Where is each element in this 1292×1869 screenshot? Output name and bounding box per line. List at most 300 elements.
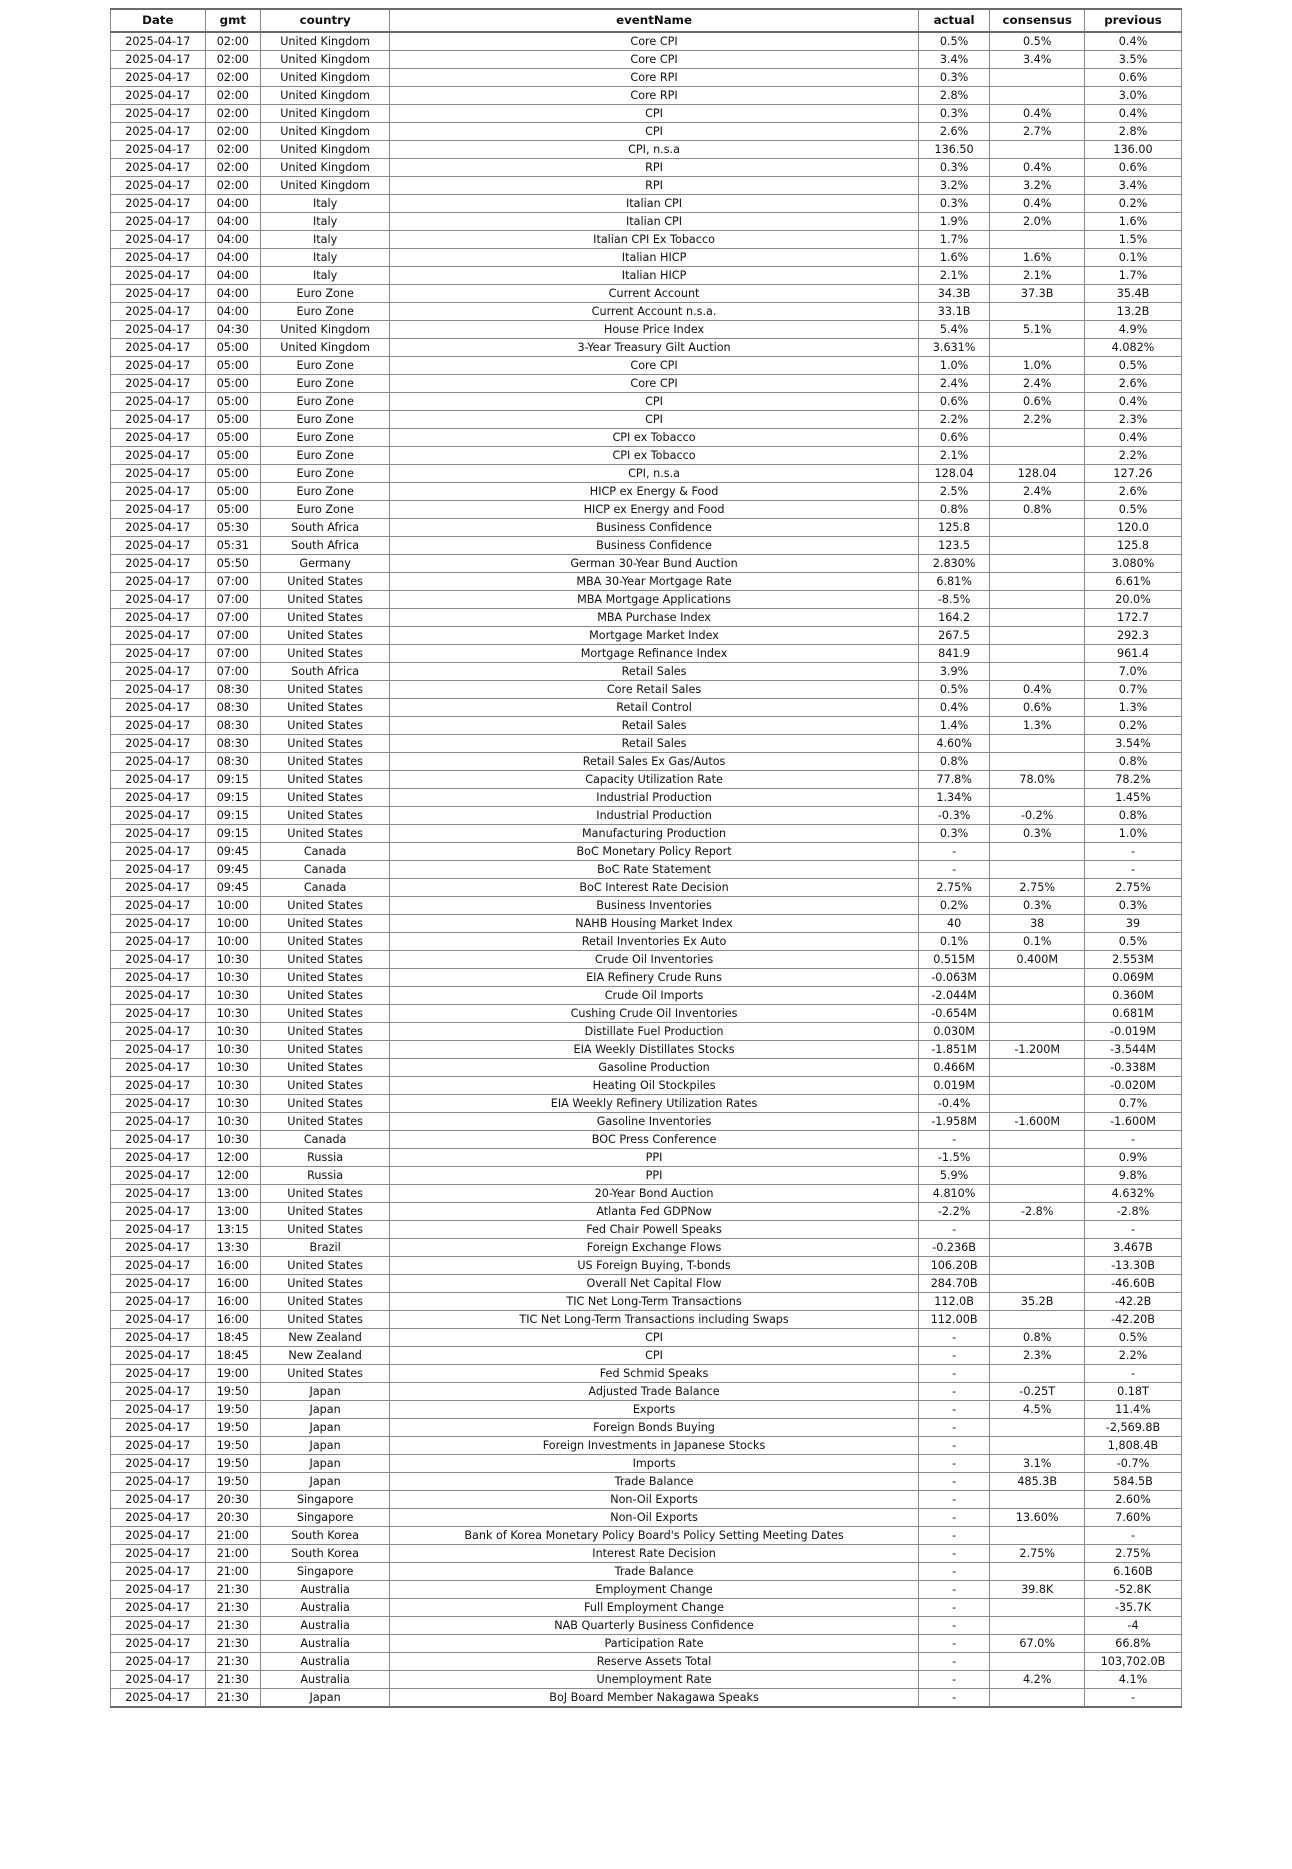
table-row[interactable] <box>111 1617 1182 1635</box>
table-row[interactable] <box>111 645 1182 663</box>
cell-event-name: Retail Control <box>390 699 919 717</box>
cell-gmt: 08:30 <box>205 681 260 699</box>
cell-event-name: NAHB Housing Market Index <box>390 915 919 933</box>
cell-gmt: 19:50 <box>205 1419 260 1437</box>
cell-gmt: 21:30 <box>205 1689 260 1708</box>
cell-consensus <box>990 1311 1085 1329</box>
cell-consensus: 1.3% <box>990 717 1085 735</box>
table-row[interactable] <box>111 609 1182 627</box>
cell-actual: 1.0% <box>918 357 990 375</box>
cell-actual: -0.236B <box>918 1239 990 1257</box>
cell-consensus <box>990 231 1085 249</box>
cell-gmt: 08:30 <box>205 717 260 735</box>
table-row[interactable] <box>111 1653 1182 1671</box>
cell-date: 2025-04-17 <box>111 771 206 789</box>
table-row[interactable] <box>111 1131 1182 1149</box>
cell-consensus <box>990 1257 1085 1275</box>
table-row[interactable] <box>111 411 1182 429</box>
cell-actual: 0.6% <box>918 429 990 447</box>
table-row[interactable] <box>111 357 1182 375</box>
cell-gmt: 05:00 <box>205 483 260 501</box>
cell-country: South Korea <box>261 1545 390 1563</box>
cell-actual: -2.044M <box>918 987 990 1005</box>
table-row[interactable] <box>111 1203 1182 1221</box>
table-row[interactable] <box>111 1401 1182 1419</box>
cell-previous: 961.4 <box>1085 645 1182 663</box>
cell-country: Canada <box>261 843 390 861</box>
cell-actual: 5.4% <box>918 321 990 339</box>
cell-actual: -0.654M <box>918 1005 990 1023</box>
table-row[interactable] <box>111 933 1182 951</box>
cell-gmt: 08:30 <box>205 699 260 717</box>
table-row[interactable] <box>111 1275 1182 1293</box>
cell-country: United Kingdom <box>261 321 390 339</box>
cell-country: Euro Zone <box>261 465 390 483</box>
table-row[interactable] <box>111 1455 1182 1473</box>
cell-gmt: 10:00 <box>205 915 260 933</box>
cell-actual: 33.1B <box>918 303 990 321</box>
cell-date: 2025-04-17 <box>111 357 206 375</box>
table-row[interactable] <box>111 1113 1182 1131</box>
cell-actual: - <box>918 1491 990 1509</box>
cell-previous: 1.7% <box>1085 267 1182 285</box>
cell-gmt: 10:30 <box>205 987 260 1005</box>
cell-gmt: 02:00 <box>205 177 260 195</box>
table-row[interactable] <box>111 195 1182 213</box>
cell-previous: -0.7% <box>1085 1455 1182 1473</box>
cell-gmt: 13:30 <box>205 1239 260 1257</box>
table-row[interactable] <box>111 519 1182 537</box>
cell-event-name: Foreign Bonds Buying <box>390 1419 919 1437</box>
table-row[interactable] <box>111 1383 1182 1401</box>
table-row[interactable] <box>111 105 1182 123</box>
table-row[interactable] <box>111 69 1182 87</box>
cell-consensus: 0.3% <box>990 897 1085 915</box>
cell-previous: -13.30B <box>1085 1257 1182 1275</box>
cell-previous: 0.18T <box>1085 1383 1182 1401</box>
cell-event-name: Italian HICP <box>390 267 919 285</box>
cell-date: 2025-04-17 <box>111 1455 206 1473</box>
cell-gmt: 16:00 <box>205 1257 260 1275</box>
cell-country: Euro Zone <box>261 285 390 303</box>
cell-actual: - <box>918 1473 990 1491</box>
cell-country: United States <box>261 1221 390 1239</box>
table-row[interactable] <box>111 1563 1182 1581</box>
cell-date: 2025-04-17 <box>111 321 206 339</box>
cell-actual: 0.3% <box>918 105 990 123</box>
cell-country: Euro Zone <box>261 501 390 519</box>
cell-country: Australia <box>261 1599 390 1617</box>
table-row[interactable] <box>111 123 1182 141</box>
table-row[interactable] <box>111 555 1182 573</box>
cell-event-name: Foreign Exchange Flows <box>390 1239 919 1257</box>
cell-actual: - <box>918 1347 990 1365</box>
table-row[interactable] <box>111 807 1182 825</box>
table-row[interactable] <box>111 699 1182 717</box>
table-row[interactable] <box>111 753 1182 771</box>
cell-gmt: 02:00 <box>205 105 260 123</box>
cell-previous: 3.54% <box>1085 735 1182 753</box>
cell-event-name: Retail Inventories Ex Auto <box>390 933 919 951</box>
cell-date: 2025-04-17 <box>111 375 206 393</box>
cell-previous: 35.4B <box>1085 285 1182 303</box>
table-row[interactable] <box>111 375 1182 393</box>
cell-actual: - <box>918 1671 990 1689</box>
cell-actual: 1.6% <box>918 249 990 267</box>
cell-actual: - <box>918 1635 990 1653</box>
cell-gmt: 09:45 <box>205 843 260 861</box>
cell-actual: 841.9 <box>918 645 990 663</box>
table-row[interactable] <box>111 573 1182 591</box>
table-row[interactable] <box>111 1311 1182 1329</box>
table-row[interactable] <box>111 987 1182 1005</box>
table-row[interactable] <box>111 321 1182 339</box>
cell-date: 2025-04-17 <box>111 717 206 735</box>
cell-event-name: Interest Rate Decision <box>390 1545 919 1563</box>
table-row[interactable] <box>111 1689 1182 1708</box>
cell-country: Russia <box>261 1167 390 1185</box>
table-row[interactable] <box>111 303 1182 321</box>
table-row[interactable] <box>111 231 1182 249</box>
cell-event-name: US Foreign Buying, T-bonds <box>390 1257 919 1275</box>
table-row[interactable] <box>111 1221 1182 1239</box>
cell-gmt: 05:00 <box>205 393 260 411</box>
cell-event-name: EIA Weekly Refinery Utilization Rates <box>390 1095 919 1113</box>
cell-date: 2025-04-17 <box>111 1653 206 1671</box>
cell-country: United States <box>261 789 390 807</box>
table-row[interactable] <box>111 627 1182 645</box>
cell-event-name: Business Confidence <box>390 537 919 555</box>
cell-actual: 2.830% <box>918 555 990 573</box>
table-row[interactable] <box>111 159 1182 177</box>
table-row[interactable] <box>111 1365 1182 1383</box>
cell-consensus: 4.2% <box>990 1671 1085 1689</box>
cell-consensus: 2.3% <box>990 1347 1085 1365</box>
cell-consensus <box>990 1131 1085 1149</box>
cell-event-name: Mortgage Market Index <box>390 627 919 645</box>
table-row[interactable] <box>111 447 1182 465</box>
cell-consensus: 35.2B <box>990 1293 1085 1311</box>
cell-gmt: 10:30 <box>205 1113 260 1131</box>
cell-country: United States <box>261 609 390 627</box>
cell-gmt: 02:00 <box>205 123 260 141</box>
cell-date: 2025-04-17 <box>111 1293 206 1311</box>
table-row[interactable] <box>111 465 1182 483</box>
table-row[interactable] <box>111 1167 1182 1185</box>
economic-calendar-table <box>110 8 1182 1708</box>
cell-country: United Kingdom <box>261 177 390 195</box>
cell-actual: 2.6% <box>918 123 990 141</box>
cell-event-name: Manufacturing Production <box>390 825 919 843</box>
cell-event-name: CPI <box>390 1329 919 1347</box>
table-row[interactable] <box>111 1419 1182 1437</box>
cell-consensus: 4.5% <box>990 1401 1085 1419</box>
cell-previous: 39 <box>1085 915 1182 933</box>
cell-gmt: 05:00 <box>205 447 260 465</box>
cell-consensus: 0.3% <box>990 825 1085 843</box>
cell-actual: 2.2% <box>918 411 990 429</box>
cell-consensus: 2.4% <box>990 375 1085 393</box>
cell-previous: 1,808.4B <box>1085 1437 1182 1455</box>
cell-actual: - <box>918 1329 990 1347</box>
cell-previous: 0.5% <box>1085 501 1182 519</box>
cell-date: 2025-04-17 <box>111 159 206 177</box>
table-row[interactable] <box>111 1527 1182 1545</box>
cell-event-name: BOC Press Conference <box>390 1131 919 1149</box>
cell-date: 2025-04-17 <box>111 1041 206 1059</box>
cell-country: South Africa <box>261 663 390 681</box>
table-row[interactable] <box>111 735 1182 753</box>
cell-previous: 2.3% <box>1085 411 1182 429</box>
table-row[interactable] <box>111 213 1182 231</box>
cell-consensus <box>990 1059 1085 1077</box>
cell-date: 2025-04-17 <box>111 231 206 249</box>
cell-actual: - <box>918 1527 990 1545</box>
cell-consensus: 3.4% <box>990 51 1085 69</box>
cell-previous: -1.600M <box>1085 1113 1182 1131</box>
cell-event-name: TIC Net Long-Term Transactions including Swaps <box>390 1311 919 1329</box>
cell-gmt: 21:30 <box>205 1617 260 1635</box>
cell-date: 2025-04-17 <box>111 465 206 483</box>
table-row[interactable] <box>111 717 1182 735</box>
cell-event-name: Unemployment Rate <box>390 1671 919 1689</box>
cell-consensus: 0.4% <box>990 681 1085 699</box>
cell-consensus: 2.7% <box>990 123 1085 141</box>
cell-country: United States <box>261 717 390 735</box>
cell-date: 2025-04-17 <box>111 32 206 51</box>
cell-event-name: Atlanta Fed GDPNow <box>390 1203 919 1221</box>
table-row[interactable] <box>111 1329 1182 1347</box>
table-row[interactable] <box>111 1005 1182 1023</box>
cell-gmt: 04:00 <box>205 249 260 267</box>
cell-actual: 1.7% <box>918 231 990 249</box>
table-row[interactable] <box>111 483 1182 501</box>
cell-gmt: 10:30 <box>205 1131 260 1149</box>
table-row[interactable] <box>111 339 1182 357</box>
cell-date: 2025-04-17 <box>111 699 206 717</box>
cell-gmt: 20:30 <box>205 1509 260 1527</box>
table-row[interactable] <box>111 1059 1182 1077</box>
cell-consensus: 37.3B <box>990 285 1085 303</box>
table-row[interactable] <box>111 1491 1182 1509</box>
cell-previous: 9.8% <box>1085 1167 1182 1185</box>
table-row[interactable] <box>111 1599 1182 1617</box>
table-row[interactable] <box>111 1635 1182 1653</box>
cell-date: 2025-04-17 <box>111 339 206 357</box>
cell-event-name: Fed Schmid Speaks <box>390 1365 919 1383</box>
table-row[interactable] <box>111 789 1182 807</box>
cell-country: Euro Zone <box>261 429 390 447</box>
cell-previous: 0.069M <box>1085 969 1182 987</box>
table-row[interactable] <box>111 249 1182 267</box>
cell-consensus: -0.25T <box>990 1383 1085 1401</box>
table-row[interactable] <box>111 825 1182 843</box>
cell-actual: - <box>918 1545 990 1563</box>
table-row[interactable] <box>111 1671 1182 1689</box>
cell-actual: - <box>918 1653 990 1671</box>
cell-previous: -42.20B <box>1085 1311 1182 1329</box>
table-row[interactable] <box>111 1509 1182 1527</box>
cell-previous: 125.8 <box>1085 537 1182 555</box>
cell-previous: - <box>1085 1527 1182 1545</box>
cell-actual: 6.81% <box>918 573 990 591</box>
cell-country: United States <box>261 1275 390 1293</box>
cell-previous: 0.2% <box>1085 717 1182 735</box>
cell-actual: 3.631% <box>918 339 990 357</box>
cell-gmt: 08:30 <box>205 735 260 753</box>
table-row[interactable] <box>111 771 1182 789</box>
cell-gmt: 13:00 <box>205 1203 260 1221</box>
cell-consensus <box>990 69 1085 87</box>
table-row[interactable] <box>111 1347 1182 1365</box>
cell-country: South Africa <box>261 519 390 537</box>
cell-country: United States <box>261 1113 390 1131</box>
table-row[interactable] <box>111 87 1182 105</box>
table-row[interactable] <box>111 1095 1182 1113</box>
cell-event-name: BoC Interest Rate Decision <box>390 879 919 897</box>
cell-gmt: 05:00 <box>205 357 260 375</box>
cell-country: United Kingdom <box>261 51 390 69</box>
cell-event-name: Bank of Korea Monetary Policy Board's Policy Setting Meeting Dates <box>390 1527 919 1545</box>
cell-consensus <box>990 861 1085 879</box>
cell-previous: 172.7 <box>1085 609 1182 627</box>
table-row[interactable] <box>111 861 1182 879</box>
cell-consensus <box>990 609 1085 627</box>
table-row[interactable] <box>111 591 1182 609</box>
table-row[interactable] <box>111 285 1182 303</box>
cell-gmt: 10:30 <box>205 969 260 987</box>
table-row[interactable] <box>111 1041 1182 1059</box>
cell-previous: 127.26 <box>1085 465 1182 483</box>
cell-actual: - <box>918 1599 990 1617</box>
cell-event-name: Crude Oil Inventories <box>390 951 919 969</box>
cell-previous: 0.6% <box>1085 69 1182 87</box>
cell-gmt: 18:45 <box>205 1329 260 1347</box>
cell-date: 2025-04-17 <box>111 591 206 609</box>
cell-event-name: Industrial Production <box>390 789 919 807</box>
table-row[interactable] <box>111 1023 1182 1041</box>
cell-previous: - <box>1085 1131 1182 1149</box>
cell-consensus <box>990 843 1085 861</box>
cell-country: United States <box>261 1311 390 1329</box>
table-row[interactable] <box>111 141 1182 159</box>
cell-country: Euro Zone <box>261 447 390 465</box>
cell-gmt: 21:30 <box>205 1581 260 1599</box>
cell-event-name: Retail Sales Ex Gas/Autos <box>390 753 919 771</box>
table-row[interactable] <box>111 1437 1182 1455</box>
cell-consensus: 13.60% <box>990 1509 1085 1527</box>
table-row[interactable] <box>111 663 1182 681</box>
table-row[interactable] <box>111 1293 1182 1311</box>
cell-country: Brazil <box>261 1239 390 1257</box>
column-header-date: Date <box>111 9 206 32</box>
cell-previous: 0.1% <box>1085 249 1182 267</box>
cell-actual: -0.063M <box>918 969 990 987</box>
table-row[interactable] <box>111 897 1182 915</box>
cell-gmt: 10:30 <box>205 1041 260 1059</box>
cell-event-name: CPI <box>390 411 919 429</box>
cell-consensus <box>990 1689 1085 1708</box>
table-row[interactable] <box>111 1545 1182 1563</box>
table-row[interactable] <box>111 843 1182 861</box>
cell-gmt: 07:00 <box>205 627 260 645</box>
table-row[interactable] <box>111 537 1182 555</box>
cell-previous: -2,569.8B <box>1085 1419 1182 1437</box>
cell-previous: 78.2% <box>1085 771 1182 789</box>
cell-previous: 66.8% <box>1085 1635 1182 1653</box>
table-row[interactable] <box>111 1257 1182 1275</box>
table-row[interactable] <box>111 393 1182 411</box>
cell-country: United States <box>261 1203 390 1221</box>
table-row[interactable] <box>111 1149 1182 1167</box>
cell-gmt: 10:30 <box>205 951 260 969</box>
cell-previous: 136.00 <box>1085 141 1182 159</box>
cell-consensus <box>990 1365 1085 1383</box>
cell-actual: 136.50 <box>918 141 990 159</box>
table-row[interactable] <box>111 1473 1182 1491</box>
cell-consensus <box>990 1239 1085 1257</box>
table-row[interactable] <box>111 32 1182 51</box>
cell-consensus <box>990 663 1085 681</box>
cell-consensus: 38 <box>990 915 1085 933</box>
table-row[interactable] <box>111 969 1182 987</box>
cell-date: 2025-04-17 <box>111 1563 206 1581</box>
cell-event-name: HICP ex Energy and Food <box>390 501 919 519</box>
table-row[interactable] <box>111 1239 1182 1257</box>
cell-country: Italy <box>261 267 390 285</box>
cell-consensus <box>990 987 1085 1005</box>
cell-consensus <box>990 141 1085 159</box>
cell-event-name: Reserve Assets Total <box>390 1653 919 1671</box>
table-row[interactable] <box>111 951 1182 969</box>
cell-country: United States <box>261 753 390 771</box>
table-row[interactable] <box>111 267 1182 285</box>
table-row[interactable] <box>111 915 1182 933</box>
table-row[interactable] <box>111 1581 1182 1599</box>
table-row[interactable] <box>111 681 1182 699</box>
cell-date: 2025-04-17 <box>111 429 206 447</box>
cell-consensus: 0.4% <box>990 195 1085 213</box>
cell-date: 2025-04-17 <box>111 447 206 465</box>
cell-previous: 4.632% <box>1085 1185 1182 1203</box>
cell-date: 2025-04-17 <box>111 1401 206 1419</box>
cell-actual: -1.5% <box>918 1149 990 1167</box>
cell-country: United States <box>261 771 390 789</box>
cell-country: Euro Zone <box>261 483 390 501</box>
table-row[interactable] <box>111 51 1182 69</box>
cell-country: Japan <box>261 1689 390 1708</box>
cell-consensus: 0.6% <box>990 699 1085 717</box>
cell-actual: 0.6% <box>918 393 990 411</box>
table-row[interactable] <box>111 501 1182 519</box>
cell-consensus <box>990 1005 1085 1023</box>
cell-country: United States <box>261 627 390 645</box>
table-row[interactable] <box>111 1185 1182 1203</box>
cell-country: Canada <box>261 1131 390 1149</box>
cell-consensus <box>990 555 1085 573</box>
cell-event-name: Trade Balance <box>390 1473 919 1491</box>
cell-actual: 0.5% <box>918 32 990 51</box>
cell-date: 2025-04-17 <box>111 609 206 627</box>
cell-gmt: 02:00 <box>205 87 260 105</box>
cell-consensus <box>990 1275 1085 1293</box>
cell-previous: 0.3% <box>1085 897 1182 915</box>
table-row[interactable] <box>111 879 1182 897</box>
table-row[interactable] <box>111 1077 1182 1095</box>
table-row[interactable] <box>111 177 1182 195</box>
table-row[interactable] <box>111 429 1182 447</box>
cell-event-name: Core CPI <box>390 32 919 51</box>
